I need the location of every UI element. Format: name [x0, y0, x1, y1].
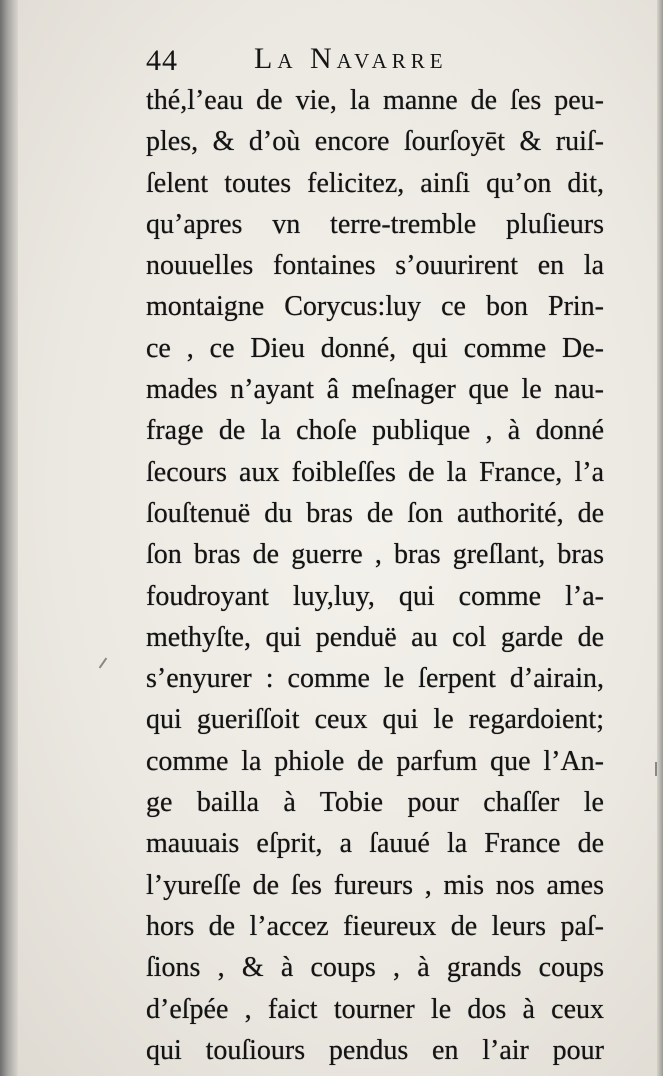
text-line: ples, & d’où encore ſourſoyēt & ruiſ-	[146, 126, 604, 158]
text-line: comme la phiole de parfum que l’An-	[146, 745, 604, 777]
running-head	[146, 40, 616, 80]
text-line: qu’apres vn terre-tremble pluſieurs	[146, 208, 604, 240]
text-line: s’enyurer : comme le ſerpent d’airain,	[146, 663, 604, 695]
body-text	[146, 80, 604, 1071]
text-line: frage de la choſe publique , à donné	[146, 415, 604, 447]
text-line: ce , ce Dieu donné, qui comme De-	[146, 332, 604, 364]
text-line: ſelent toutes felicitez, ainſi qu’on dit,	[146, 167, 604, 199]
text-line: hors de l’accez fieureux de leurs paſ-	[146, 910, 604, 942]
text-line: ſions , & à coups , à grands coups	[146, 952, 604, 984]
text-line: qui touſiours pendus en l’air pour	[146, 1034, 604, 1066]
text-line: montaigne Corycus:luy ce bon Prin-	[146, 291, 604, 323]
text-line: l’yureſſe de ſes fureurs , mis nos ames	[146, 869, 604, 901]
text-line: mades n’ayant â meſnager que le nau-	[146, 374, 604, 406]
text-line: qui gueriſſoit ceux qui le regardoient;	[146, 704, 604, 736]
text-line: thé,l’eau de vie, la manne de ſes peu-	[146, 85, 604, 116]
page-right-edge	[657, 0, 663, 1076]
text-line: nouuelles fontaines s’ouurirent en la	[146, 250, 604, 282]
text-line: d’eſpée , faict tourner le dos à ceux	[146, 993, 604, 1025]
text-line: ſon bras de guerre , bras greſlant, bras	[146, 539, 604, 571]
paper-speck	[655, 762, 657, 776]
book-binding-edge	[0, 0, 18, 1076]
text-line: ge bailla à Tobie pour chaſſer le	[146, 787, 604, 819]
text-line: foudroyant luy,luy, qui comme l’a-	[146, 580, 604, 612]
page-number: 44	[146, 44, 178, 77]
paper-speck	[99, 658, 108, 669]
text-line: ſouſtenuë du bras de ſon authorité, de	[146, 497, 604, 529]
text-line: mauuais eſprit, a ſauué la France de	[146, 828, 604, 860]
text-line: ſecours aux foibleſſes de la France, l’a	[146, 456, 604, 488]
text-line: methyſte, qui penduë au col garde de	[146, 621, 604, 653]
running-head-title: La Navarre	[254, 42, 448, 75]
